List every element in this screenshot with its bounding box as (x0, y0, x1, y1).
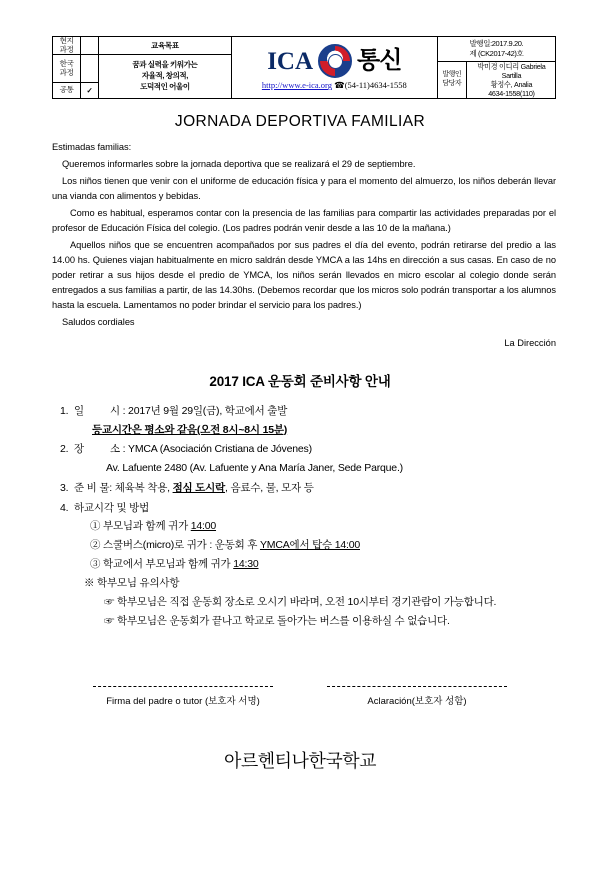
marker: ② (90, 538, 101, 551)
item-number: 1. (60, 405, 69, 418)
goal-line-1: 꿈과 실력을 키워가는 (132, 60, 198, 70)
phone-number: ☎(54-11)4634-1558 (334, 80, 407, 91)
label-line2: 과정 (59, 44, 74, 54)
publication-info-cell (437, 37, 555, 99)
curriculum-label-local (53, 37, 81, 55)
sub-list-item (90, 517, 556, 536)
curriculum-label-korean (53, 55, 81, 83)
publisher-block (438, 62, 555, 98)
publish-issue: 제 (CK2017-42)호 (469, 48, 524, 58)
logo-row (232, 43, 437, 79)
checkbox-local[interactable] (81, 37, 99, 55)
paragraph-2: Los niños tienen que venir con el uniforme de educación física y para el momento del almuerzo, los niños deberán llevar una vianda con alimentos y bebidas. (52, 175, 556, 201)
logo-contact-line (232, 80, 437, 91)
logo-cell (231, 37, 437, 99)
website-link[interactable]: http://www.e-ica.org (261, 80, 332, 91)
publisher-line1: 박미경 이디리 Gabriela Sartilla (477, 61, 546, 80)
label-line2: 과정 (59, 67, 74, 77)
signature-block-right (317, 686, 517, 707)
note-item: ☞ 학부모님은 운동회가 끝나고 학교로 돌아가는 버스를 이용하실 수 없습니다. (104, 614, 450, 627)
item-label: 준 비 물 (74, 481, 110, 494)
paragraph-1: Queremos informarles sobre la jornada deportiva que se realizará el 29 de septiembre. (62, 158, 416, 169)
item-label: 하교시각 및 방법 (74, 501, 150, 514)
school-name: 아르헨티나한국학교 (224, 751, 376, 772)
checkbox-common[interactable]: ✓ (81, 83, 99, 98)
signature-area (0, 686, 600, 707)
sub-text: 스쿨버스(micro)로 귀가 : 운동회 후 (103, 538, 260, 551)
masthead-table (52, 36, 556, 99)
list-item (60, 402, 556, 439)
ica-emblem-icon (318, 44, 352, 78)
label-line1: 공통 (59, 85, 74, 95)
ica-wordmark: ICA (267, 47, 314, 75)
paragraph-4: Aquellos niños que se encuentren acompañados por sus padres el día del evento, podrán retirarse del predio a las 14.00 hs. Quienes viajan habitualmente en micro saldrán desde YMCA a las 14hs en dirección a sus casas. En caso de no poder retirar a sus hijos desde el predio de YMCA, los niños serán llevados en micro escolar al colegio donde serán entregados a sus familias a partir, de las 14.30hs. (Debemos recordar que los micros solo podrán transportar a los alumnos hasta la escuela. Lamentamos no poder brindar el servicio para los padres.) (52, 239, 556, 310)
sub-list-item (90, 555, 556, 574)
item-number: 4. (60, 501, 69, 514)
korean-section-title: 2017 ICA 운동회 준비사항 안내 (209, 374, 391, 390)
item-text-emphasis: 점심 도시락 (172, 481, 226, 494)
item-subnote: 등교시간은 평소와 같음(오전 8시~8시 15분) (92, 423, 288, 436)
item-address: Av. Lafuente 2480 (Av. Lafuente y Ana María Janer, Sede Parque.) (106, 462, 403, 475)
signature-line[interactable] (327, 686, 507, 687)
label-line1: 한국 (59, 59, 74, 69)
sub-text: 부모님과 함께 귀가 (103, 520, 191, 533)
item-label: 장 (74, 443, 84, 456)
signature-label-left: Firma del padre o tutor (보호자 서명) (106, 696, 260, 708)
marker: ③ (90, 557, 101, 570)
greeting-line: Estimadas familias: (52, 141, 132, 152)
item-label: 일 (74, 405, 84, 418)
item-text: : YMCA (Asociación Cristiana de Jóvenes) (122, 443, 312, 456)
item-label-2: 소 (109, 443, 120, 456)
publisher-names (467, 62, 555, 98)
item-number: 3. (60, 481, 69, 494)
marker: ① (90, 520, 101, 533)
sub-text-underline: YMCA에서 탑승 14:00 (259, 538, 360, 551)
sub-list-item (90, 536, 556, 555)
sub-text-underline: 14:00 (190, 520, 217, 533)
logo-korean-text: 통신 (357, 47, 402, 75)
item-label-2: 시 (109, 405, 120, 418)
goal-lines-cell (99, 55, 232, 98)
item-text-pre: : 체육복 착용, (109, 481, 173, 494)
list-item (60, 499, 556, 574)
paragraph-5: Saludos cordiales (62, 317, 135, 328)
spanish-body (52, 140, 556, 331)
item-text: : 2017년 9월 29일(금), 학교에서 출발 (122, 405, 288, 418)
header-table-wrapper (52, 36, 556, 99)
publisher-line2: 황정수, Analia (490, 79, 533, 89)
signature-label-right: Aclaración(보호자 성함) (367, 696, 467, 708)
item-number: 2. (60, 443, 69, 456)
korean-list (60, 402, 556, 630)
publisher-line3: 4634-1558(110) (488, 88, 535, 98)
table-row (53, 37, 556, 55)
curriculum-label-common (53, 83, 81, 98)
publisher-label: 발행인 (442, 71, 462, 79)
label-line1: 현지 (59, 36, 74, 45)
notes-heading: ※ 학부모님 유의사항 (84, 577, 180, 590)
goal-line-2: 자율적, 창의적, (141, 70, 188, 80)
document-page (0, 36, 600, 885)
list-item (60, 440, 556, 477)
publish-date-block (438, 37, 555, 62)
sub-text: 학교에서 부모님과 함께 귀가 (103, 557, 234, 570)
checkbox-korean[interactable] (81, 55, 99, 83)
publish-date: 발행일:2017.9.20. (469, 39, 524, 48)
goal-title-cell: 교육목표 (99, 37, 232, 55)
list-item (60, 479, 556, 498)
signature-block-left (83, 686, 283, 707)
publisher-labels (438, 62, 467, 98)
paragraph-3: Como es habitual, esperamos contar con la presencia de las familias para compartir las actividades preparadas por el profesor de Educación Física del colegio. (Los padres podrán venir desde a las 10 de la mañana.) (52, 207, 556, 233)
page-title: JORNADA DEPORTIVA FAMILIAR (174, 112, 426, 130)
sub-text-underline: 14:30 (233, 557, 259, 570)
signature-line[interactable] (93, 686, 273, 687)
signature-direccion: La Dirección (504, 338, 556, 349)
goal-line-3: 도덕적인 어울이 (140, 81, 190, 91)
item-text-post: , 음료수, 물, 모자 등 (225, 481, 314, 494)
note-item: ☞ 학부모님은 직접 운동회 장소로 오시기 바라며, 오전 10시부터 경기관람이 가능합니다. (104, 595, 497, 608)
staff-label: 담당자 (442, 79, 462, 87)
